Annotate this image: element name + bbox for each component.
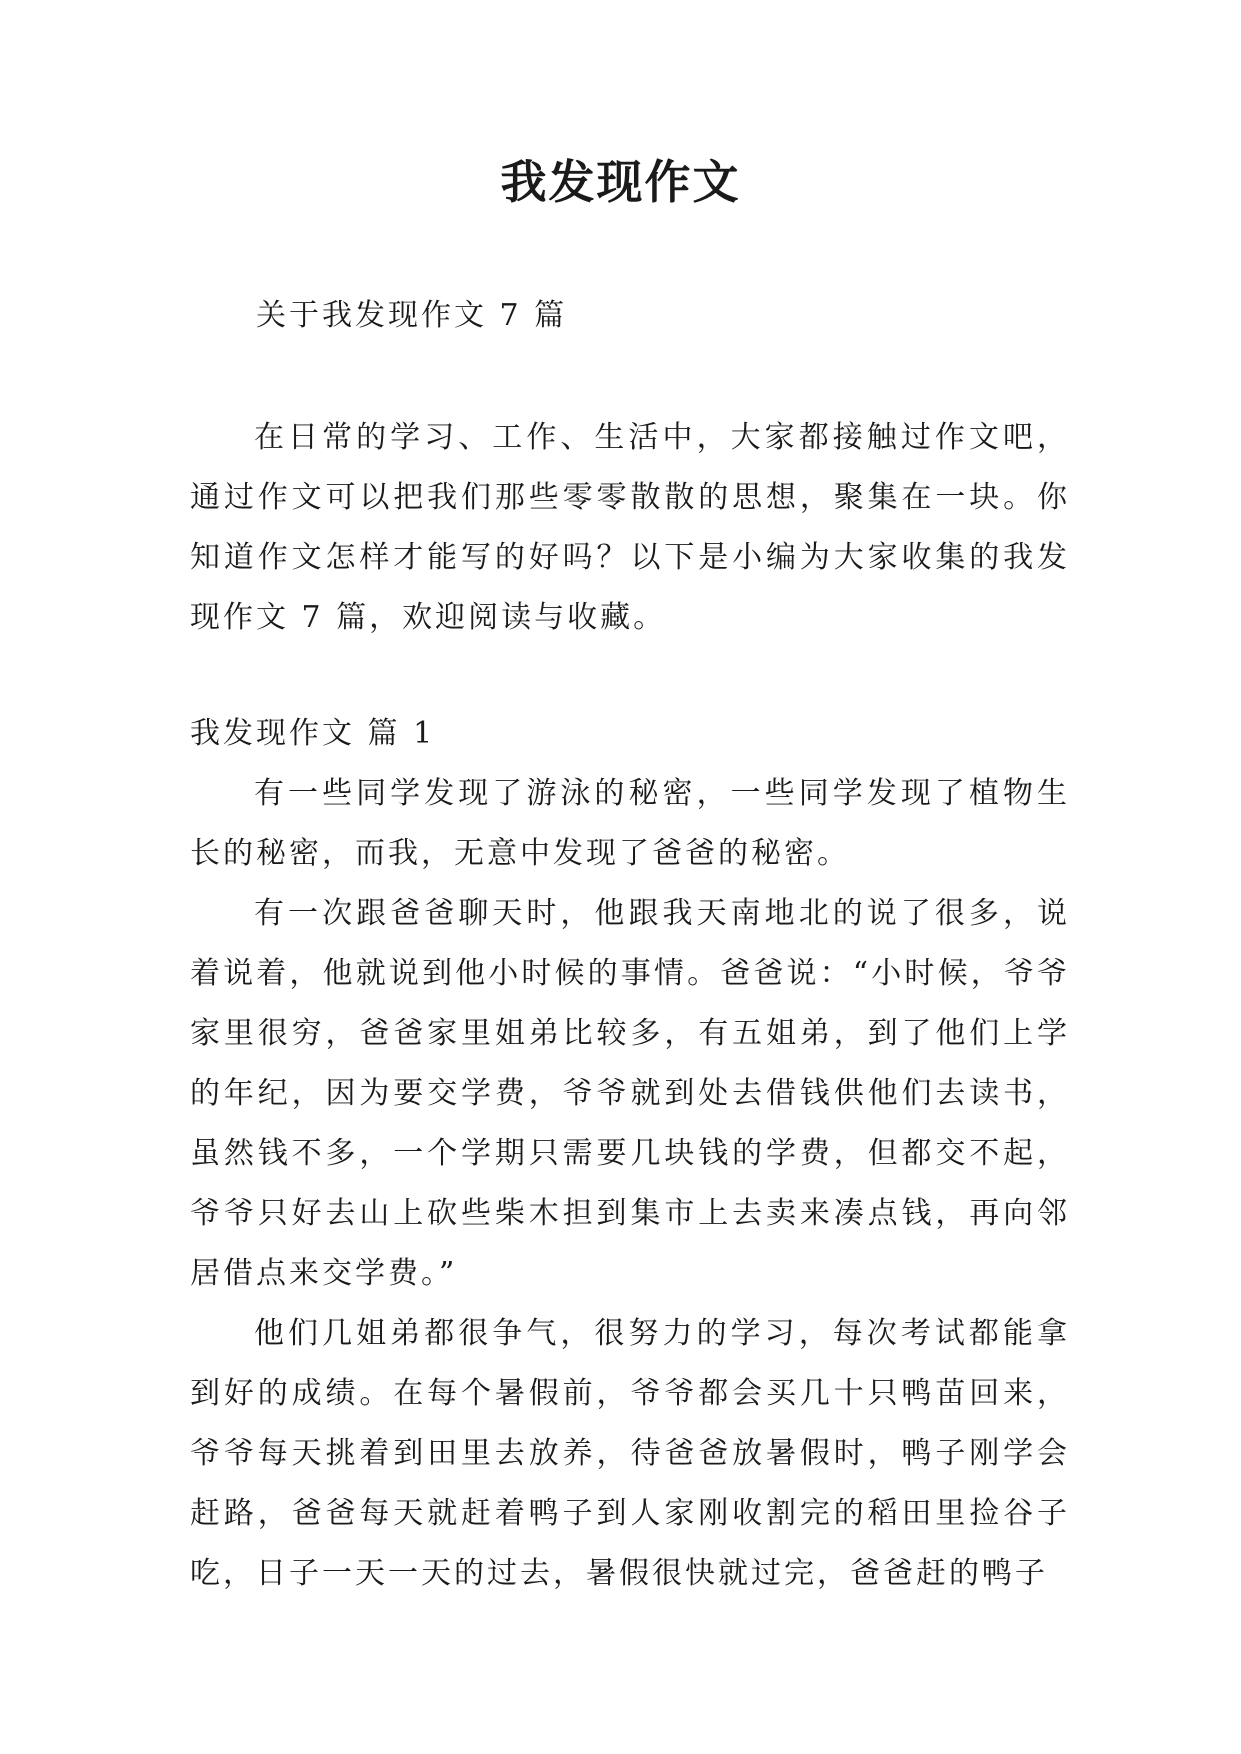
document-subtitle: 关于我发现作文 7 篇 <box>256 298 568 333</box>
body-paragraph: 有一些同学发现了游泳的秘密，一些同学发现了植物生长的秘密，而我，无意中发现了爸爸的秘密。 <box>190 776 1070 871</box>
section-heading: 我发现作文 篇 1 <box>190 716 436 751</box>
document-body <box>190 408 1070 1604</box>
body-paragraph: 有一次跟爸爸聊天时，他跟我天南地北的说了很多，说着说着，他就说到他小时候的事情。爸爸说：“小时候，爷爷家里很穷，爸爸家里姐弟比较多，有五姐弟，到了他们上学的年纪，因为要交学费，爷爷就到处去借钱供他们去读书，虽然钱不多，一个学期只需要几块钱的学费，但都交不起，爷爷只好去山上砍些柴木担到集市上去卖来凑点钱，再向邻居借点来交学费。” <box>190 896 1070 1291</box>
body-paragraph: 他们几姐弟都很争气，很努力的学习，每次考试都能拿到好的成绩。在每个暑假前，爷爷都会买几十只鸭苗回来，爷爷每天挑着到田里去放养，待爸爸放暑假时，鸭子刚学会赶路，爸爸每天就赶着鸭子到人家刚收割完的稻田里捡谷子吃，日子一天一天的过去，暑假很快就过完，爸爸赶的鸭子 <box>190 1316 1070 1591</box>
document-title: 我发现作文 <box>500 155 741 209</box>
intro-paragraph: 在日常的学习、工作、生活中，大家都接触过作文吧，通过作文可以把我们那些零零散散的思想，聚集在一块。你知道作文怎样才能写的好吗？以下是小编为大家收集的我发现作文 7 篇，欢迎阅读与收藏。 <box>190 420 1070 635</box>
